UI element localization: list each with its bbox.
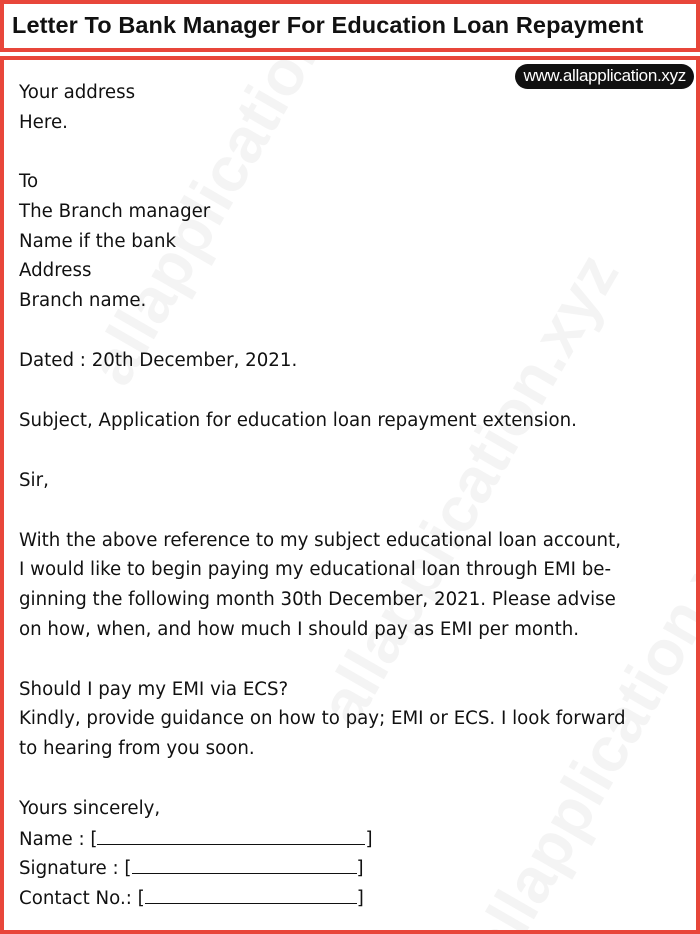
- title-banner: [0, 0, 700, 52]
- bracket-close: ]: [365, 829, 373, 850]
- recipient-line: Address: [19, 260, 92, 281]
- signature-label: Signature : [: [19, 858, 132, 879]
- letter-date: Dated : 20th December, 2021.: [19, 350, 298, 371]
- letter-subject: Subject, Application for education loan repayment extension.: [19, 410, 577, 431]
- recipient-line: The Branch manager: [19, 201, 211, 222]
- watermark: [304, 241, 633, 737]
- letter-body: [0, 56, 700, 934]
- page-title: Letter To Bank Manager For Education Loan Repayment: [12, 12, 644, 38]
- name-field: [19, 828, 373, 851]
- name-label: Name : [: [19, 829, 98, 850]
- body-line: to hearing from you soon.: [19, 738, 255, 759]
- contact-label: Contact No.: [: [19, 888, 145, 909]
- recipient-line: To: [19, 171, 39, 192]
- name-blank: [97, 828, 365, 845]
- body-line: on how, when, and how much I should pay as EMI per month.: [19, 619, 580, 640]
- body-line: Kindly, provide guidance on how to pay; EMI or ECS. I look forward: [19, 708, 626, 729]
- recipient-line: Name if the bank: [19, 231, 177, 252]
- watermark: [74, 56, 403, 397]
- sender-address: Your address: [19, 82, 136, 103]
- bracket-close: ]: [356, 858, 364, 879]
- sender-address: Here.: [19, 112, 68, 133]
- signature-field: [19, 857, 364, 880]
- body-line: ginning the following month 30th December, 2021. Please advise: [19, 589, 616, 610]
- salutation: Sir,: [19, 470, 49, 491]
- contact-field: [19, 887, 364, 910]
- bracket-close: ]: [356, 888, 364, 909]
- body-line: With the above reference to my subject educational loan account,: [19, 530, 621, 551]
- signature-blank: [132, 857, 357, 874]
- site-badge: www.allapplication.xyz: [515, 64, 694, 89]
- contact-blank: [145, 887, 357, 904]
- closing: Yours sincerely,: [19, 798, 161, 819]
- body-line: I would like to begin paying my educational loan through EMI be-: [19, 559, 612, 580]
- body-line: Should I pay my EMI via ECS?: [19, 679, 289, 700]
- recipient-line: Branch name.: [19, 290, 147, 311]
